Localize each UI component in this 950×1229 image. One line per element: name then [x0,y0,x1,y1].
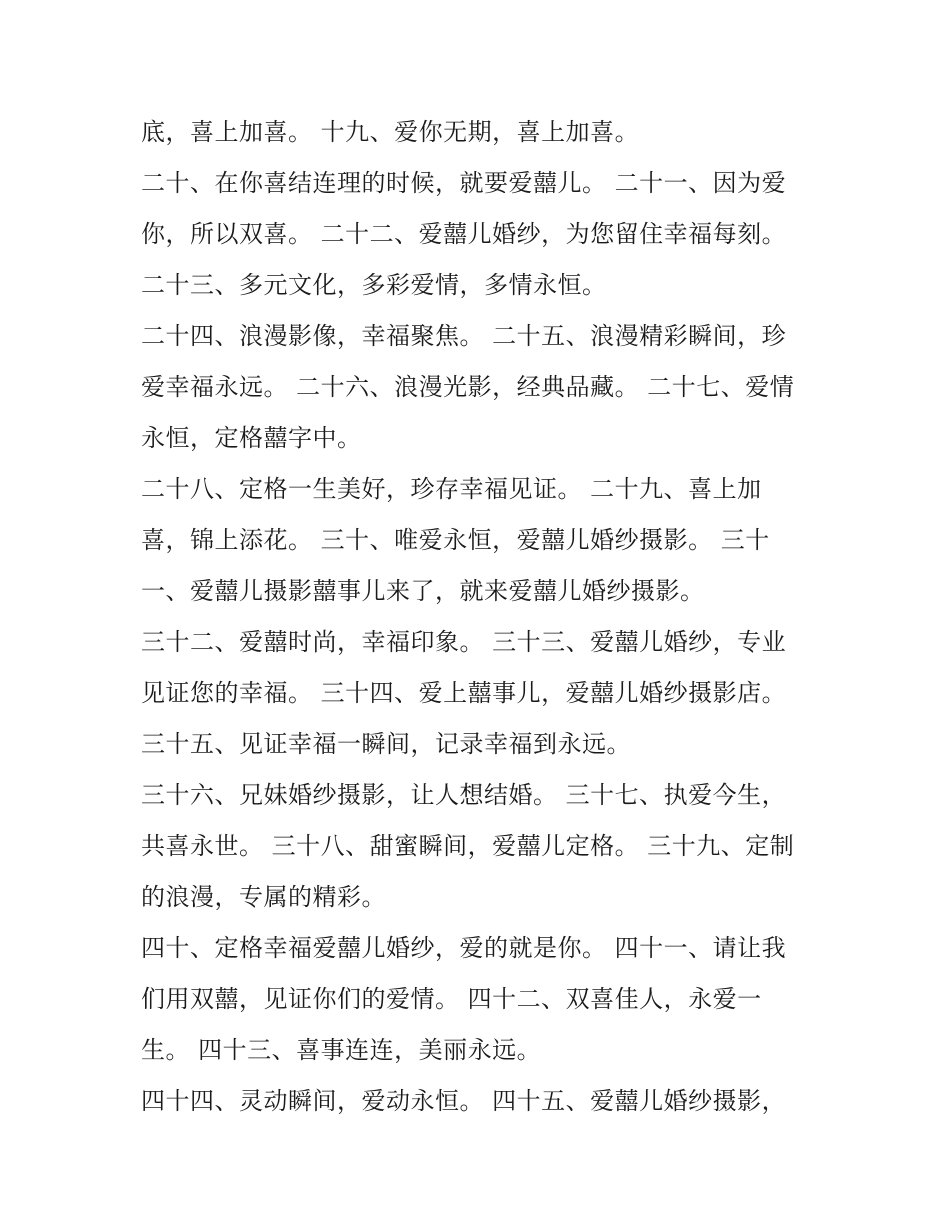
text-line: 你，所以双喜。 二十二、爱囍儿婚纱，为您留住幸福每刻。 [141,220,787,248]
document-body [141,107,821,1127]
text-line: 三十五、见证幸福一瞬间，记录幸福到永远。 [141,730,631,758]
text-line: 一、爱囍儿摄影囍事儿来了，就来爱囍儿婚纱摄影。 [141,577,705,605]
text-line: 三十六、兄妹婚纱摄影，让人想结婚。 三十七、执爱今生， [141,781,787,809]
text-line: 三十二、爱囍时尚，幸福印象。 三十三、爱囍儿婚纱，专业 [141,628,787,656]
text-line: 四十、定格幸福爱囍儿婚纱，爱的就是你。 四十一、请让我 [141,934,787,962]
text-line: 永恒，定格囍字中。 [141,424,362,452]
text-line: 二十四、浪漫影像，幸福聚焦。 二十五、浪漫精彩瞬间，珍 [141,322,787,350]
text-line: 的浪漫，专属的精彩。 [141,883,386,911]
text-line: 四十四、灵动瞬间，爱动永恒。 四十五、爱囍儿婚纱摄影， [141,1087,787,1115]
text-line: 共喜永世。 三十八、甜蜜瞬间，爱囍儿定格。 三十九、定制 [141,832,795,860]
text-line: 二十八、定格一生美好，珍存幸福见证。 二十九、喜上加 [141,475,762,503]
text-line: 喜，锦上添花。 三十、唯爱永恒，爱囍儿婚纱摄影。 三十 [141,526,770,554]
text-line: 二十、在你喜结连理的时候，就要爱囍儿。 二十一、因为爱 [141,169,787,197]
text-line: 们用双囍，见证你们的爱情。 四十二、双喜佳人，永爱一 [141,985,762,1013]
text-line: 见证您的幸福。 三十四、爱上囍事儿，爱囍儿婚纱摄影店。 [141,679,787,707]
text-line: 爱幸福永远。 二十六、浪漫光影，经典品藏。 二十七、爱情 [141,373,795,401]
text-line: 生。 四十三、喜事连连，美丽永远。 [141,1036,542,1064]
text-line: 二十三、多元文化，多彩爱情，多情永恒。 [141,271,607,299]
text-line: 底，喜上加喜。 十九、爱你无期，喜上加喜。 [141,118,640,146]
